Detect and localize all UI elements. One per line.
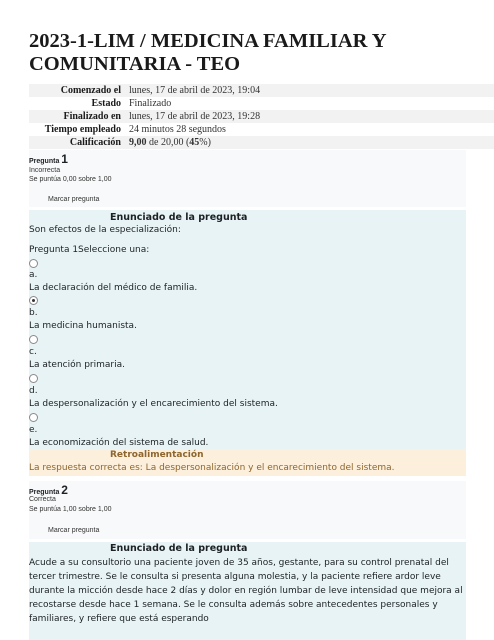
question-state: Incorrecta bbox=[29, 167, 61, 174]
option-a-text[interactable]: La declaración del médico de familia. bbox=[29, 283, 198, 293]
question-heading: Enunciado de la pregunta bbox=[110, 543, 248, 554]
option-c-letter: c. bbox=[29, 347, 37, 357]
grade-score: 9,00 bbox=[129, 137, 147, 148]
question-1-feedback bbox=[29, 449, 466, 476]
summary-label: Finalizado en bbox=[63, 111, 121, 122]
summary-value: lunes, 17 de abril de 2023, 19:04 bbox=[129, 85, 261, 96]
grade-percent: 45 bbox=[189, 137, 200, 148]
question-prefix: Pregunta bbox=[29, 489, 60, 496]
summary-row-finished bbox=[29, 110, 494, 123]
feedback-heading: Retroalimentación bbox=[110, 450, 204, 460]
flag-question-link[interactable]: Marcar pregunta bbox=[48, 527, 100, 534]
summary-label: Estado bbox=[91, 98, 121, 109]
question-2-info bbox=[29, 481, 466, 539]
summary-grade-value bbox=[127, 136, 494, 149]
question-1-formulation bbox=[29, 210, 466, 449]
question-text: Acude a su consultorio una paciente joven de 35 años, gestante, para su control prenatal del tercer trimestre. Se le consulta si presenta alguna molestia, y la paciente refiere ardor leve durante la micción desde hace 2 días y dolor en región lumbar de leve intensidad que mejora al recostarse desde hace 1 semana. Se le consulta además sobre antecedentes personales y familiares, y refiere que está esperando bbox=[29, 558, 463, 624]
grade-total: de 20,00 ( bbox=[146, 137, 190, 148]
right-answer: La respuesta correcta es: La despersonalización y el encarecimiento del sistema. bbox=[29, 463, 395, 473]
option-b-letter: b. bbox=[29, 308, 38, 318]
option-c-text[interactable]: La atención primaria. bbox=[29, 360, 125, 370]
question-grade: Se puntúa 1,00 sobre 1,00 bbox=[29, 506, 112, 513]
attempt-summary bbox=[29, 84, 494, 149]
question-grade: Se puntúa 0,00 sobre 1,00 bbox=[29, 176, 112, 183]
summary-label: Comenzado el bbox=[60, 85, 121, 96]
summary-value: 24 minutos 28 segundos bbox=[129, 124, 226, 135]
summary-value: lunes, 17 de abril de 2023, 19:28 bbox=[129, 111, 261, 122]
option-c-radio[interactable] bbox=[29, 335, 38, 344]
option-a-letter: a. bbox=[29, 270, 38, 280]
summary-row-state bbox=[29, 97, 494, 110]
option-e-text[interactable]: La economización del sistema de salud. bbox=[29, 438, 209, 448]
summary-row-time bbox=[29, 123, 494, 136]
question-number bbox=[29, 152, 68, 166]
option-d-radio[interactable] bbox=[29, 374, 38, 383]
summary-label: Tiempo empleado bbox=[44, 124, 121, 135]
summary-row-grade bbox=[29, 136, 494, 149]
question-number-value: 2 bbox=[61, 483, 68, 497]
flag-question-link[interactable]: Marcar pregunta bbox=[48, 196, 100, 203]
question-2-formulation bbox=[29, 542, 466, 640]
question-state: Correcta bbox=[29, 496, 56, 503]
question-1-info bbox=[29, 150, 466, 207]
option-e-letter: e. bbox=[29, 425, 38, 435]
option-a-radio[interactable] bbox=[29, 259, 38, 268]
option-e-radio[interactable] bbox=[29, 413, 38, 422]
option-d-text[interactable]: La despersonalización y el encarecimiento del sistema. bbox=[29, 399, 278, 409]
page-title: 2023-1-LIM / MEDICINA FAMILIAR Y COMUNITARIA - TEO bbox=[29, 30, 386, 75]
option-d-letter: d. bbox=[29, 386, 38, 396]
question-number-value: 1 bbox=[61, 152, 68, 166]
option-b-radio[interactable] bbox=[29, 296, 38, 305]
summary-value: Finalizado bbox=[129, 98, 172, 109]
summary-label: Calificación bbox=[69, 137, 121, 148]
question-heading: Enunciado de la pregunta bbox=[110, 212, 248, 223]
grade-percent-close: %) bbox=[199, 137, 211, 148]
option-b-text[interactable]: La medicina humanista. bbox=[29, 321, 137, 331]
summary-row-started bbox=[29, 84, 494, 97]
question-prefix: Pregunta bbox=[29, 158, 60, 165]
question-prompt: Pregunta 1Seleccione una: bbox=[29, 245, 150, 255]
question-text: Son efectos de la especialización: bbox=[29, 225, 181, 235]
